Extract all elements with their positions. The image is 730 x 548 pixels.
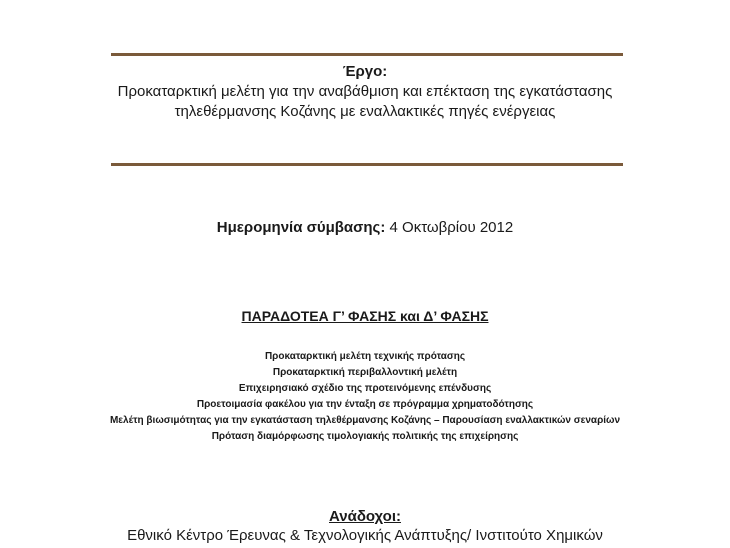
deliverable-item: Προκαταρκτική μελέτη τεχνικής πρότασης — [264, 351, 466, 362]
contractors-title: Ανάδοχοι: — [329, 508, 401, 525]
deliverable-item: Προκαταρκτική περιβαλλοντική μελέτη — [272, 367, 458, 378]
deliverables-title: ΠΑΡΑΔΟΤΕΑ Γ’ ΦΑΣΗΣ και Δ’ ΦΑΣΗΣ — [241, 308, 489, 324]
deliverable-item: Μελέτη βιωσιμότητας για την εγκατάσταση τηλεθέρμανσης Κοζάνης – Παρουσίαση εναλλακτικών σεναρίων — [109, 415, 621, 426]
project-heading: Έργο: — [342, 63, 388, 80]
deliverables-list — [60, 349, 670, 445]
contract-date-value: 4 Οκτωβρίου 2012 — [385, 219, 514, 236]
bottom-divider — [111, 163, 623, 166]
top-divider — [111, 53, 623, 56]
deliverable-item: Επιχειρησιακό σχέδιο της προτεινόμενης επένδυσης — [238, 383, 492, 394]
project-description: Προκαταρκτική μελέτη για την αναβάθμιση και επέκταση της εγκατάστασης τηλεθέρμανσης Κοζάνης με εναλλακτικές πηγές ενέργειας — [117, 83, 613, 120]
deliverable-item: Προετοιμασία φακέλου για την ένταξη σε πρόγραμμα χρηματοδότησης — [196, 399, 534, 410]
contract-date-label: Ημερομηνία σύμβασης: — [216, 219, 386, 236]
contract-date — [0, 218, 730, 238]
project-section — [100, 62, 630, 122]
contractor-name: Εθνικό Κέντρο Έρευνας & Τεχνολογικής Ανάπτυξης/ Ινστιτούτο Χημικών — [127, 527, 603, 544]
deliverable-item: Πρόταση διαμόρφωσης τιμολογιακής πολιτικής της επιχείρησης — [211, 431, 519, 442]
